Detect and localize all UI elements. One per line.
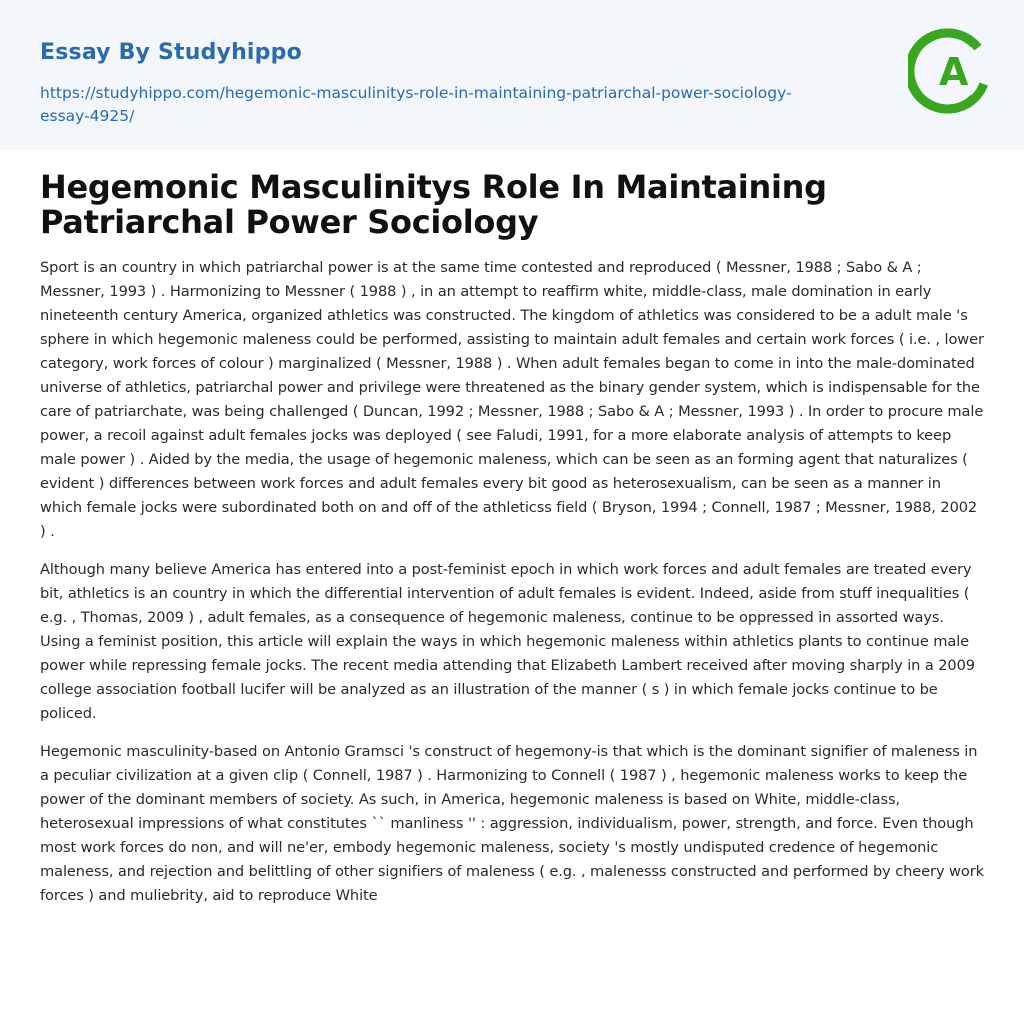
essay-paragraph-2: Although many believe America has entered into a post-feminist epoch in which work forces and adult females are treated every bit, athletics is an country in which the differential intervention of adult females is evident. Indeed, aside from stuff inequalities ( e.g. , Thomas, 2009 ) , adult females, as a consequence of hegemonic maleness, continue to be oppressed in assorted ways. Using a feminist position, this article will explain the ways in which hegemonic maleness within athletics plants to continue male power while repressing female jocks. The recent media attending that Elizabeth Lambert received after moving sharply in a 2009 college association football lucifer will be analyzed as an illustration of the manner ( s ) in which female jocks continue to be policed. xyxy=(40,561,975,722)
logo-letter: A xyxy=(939,50,969,94)
essay-title: Hegemonic Masculinitys Role In Maintaining Patriarchal Power Sociology xyxy=(40,168,827,241)
site-header xyxy=(0,0,1024,150)
site-brand[interactable]: Essay By Studyhippo xyxy=(40,40,302,65)
studyhippo-logo-icon[interactable] xyxy=(908,28,988,114)
essay-paragraph-3: Hegemonic masculinity-based on Antonio Gramsci 's construct of hegemony-is that which is the dominant signifier of maleness in a peculiar civilization at a given clip ( Connell, 1987 ) . Harmonizing to Connell ( 1987 ) , hegemonic maleness works to keep the power of the dominant members of society. As such, in America, hegemonic maleness is based on White, middle-class, heterosexual impressions of what constitutes `` manliness '' : aggression, individualism, power, strength, and force. Even though most work forces do non, and will ne'er, embody hegemonic maleness, society 's mostly undisputed credence of hegemonic maleness, and rejection and belittling of other signifiers of maleness ( e.g. , malenesss constructed and performed by cheery work forces ) and muliebrity, aid to reproduce White xyxy=(40,743,984,904)
essay-body xyxy=(40,256,984,922)
essay-paragraph-1: Sport is an country in which patriarchal power is at the same time contested and reproduced ( Messner, 1988 ; Sabo & A ; Messner, 1993 ) . Harmonizing to Messner ( 1988 ) , in an attempt to reaffirm white, middle-class, male domination in early nineteenth century America, organized athletics was constructed. The kingdom of athletics was considered to be a adult male 's sphere in which hegemonic maleness could be performed, assisting to maintain adult females and certain work forces ( i.e. , lower category, work forces of colour ) marginalized ( Messner, 1988 ) . When adult females began to come in into the male-dominated universe of athletics, patriarchal power and privilege were threatened as the binary gender system, which is indispensable for the care of patriarchate, was being challenged ( Duncan, 1992 ; Messner, 1988 ; Sabo & A ; Messner, 1993 ) . In order to procure male power, a recoil against adult females jocks was deployed ( see Faludi, 1991, for a more elaborate analysis of attempts to keep male power ) . Aided by the media, the usage of hegemonic maleness, which can be seen as an forming agent that naturalizes ( evident ) differences between work forces and adult females every bit good as heterosexualism, can be seen as a manner in which female jocks were subordinated both on and off of the athleticss field ( Bryson, 1994 ; Connell, 1987 ; Messner, 1988, 2002 ) . xyxy=(40,259,984,540)
essay-url-link[interactable]: https://studyhippo.com/hegemonic-masculinitys-role-in-maintaining-patriarchal-power-sociology-essay-4925/ xyxy=(40,84,792,125)
